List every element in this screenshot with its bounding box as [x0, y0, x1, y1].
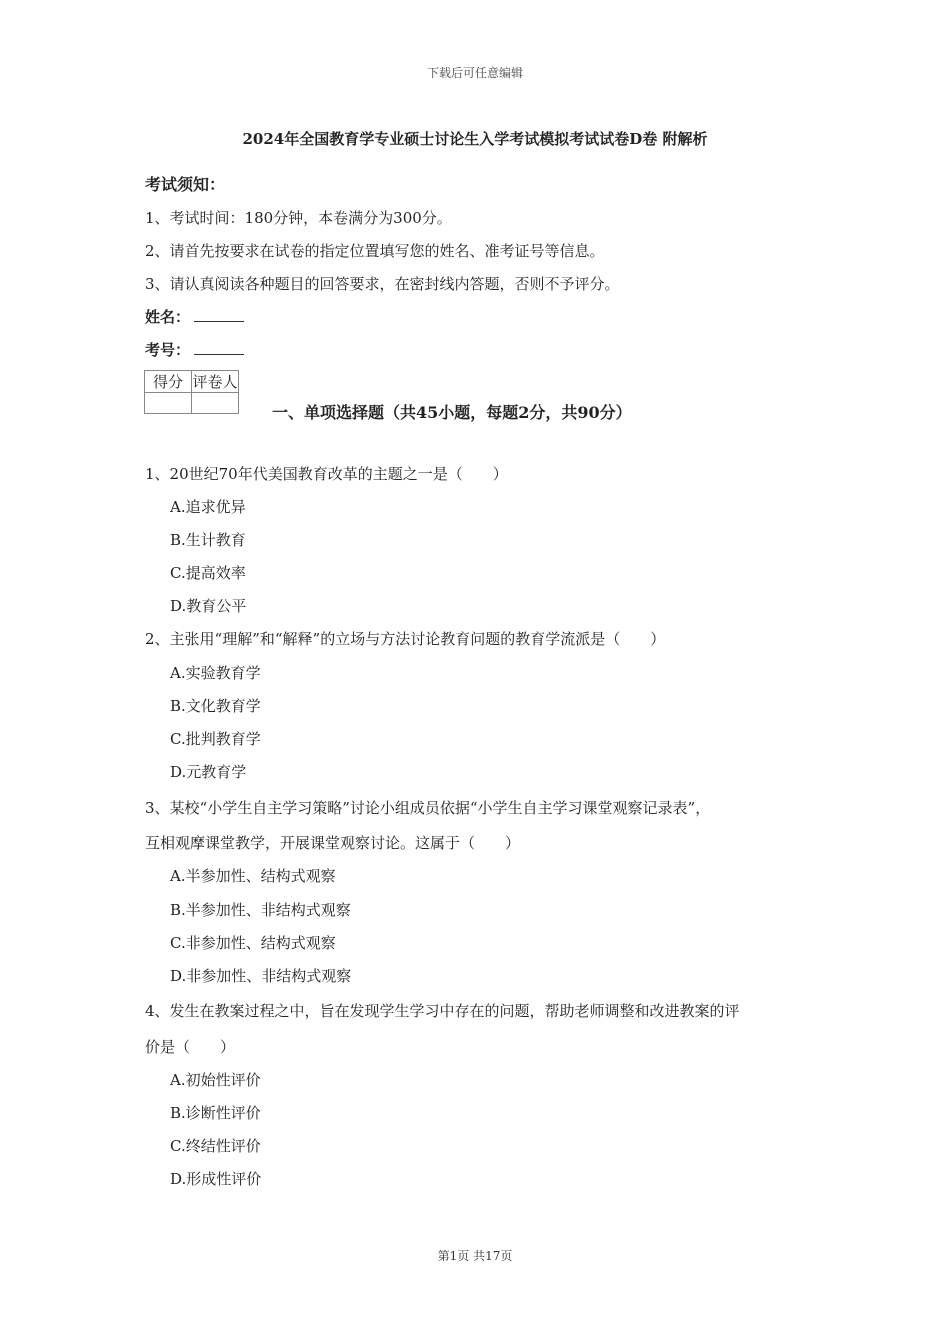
question-2-text: 2、主张用“理解”和“解释”的立场与方法讨论教育问题的教育学流派是（ ） — [145, 630, 666, 648]
question-2-option-a: A.实验教育学 — [170, 664, 261, 682]
notice-item: 3、请认真阅读各种题目的回答要求，在密封线内答题，否则不予评分。 — [145, 275, 620, 293]
notice-item: 1、考试时间：180分钟，本卷满分为300分。 — [145, 209, 452, 227]
question-4-text: 4、发生在教案过程之中，旨在发现学生学习中存在的问题，帮助老师调整和改进教案的评 — [145, 1002, 740, 1020]
name-field — [145, 307, 244, 327]
id-label: 考号： — [145, 341, 191, 359]
section-title: 一、单项选择题（共45小题，每题2分，共90分） — [272, 403, 632, 422]
score-header: 得分 — [145, 371, 192, 393]
question-3-text-cont: 互相观摩课堂教学，开展课堂观察讨论。这属于（ ） — [145, 834, 521, 852]
name-label: 姓名： — [145, 308, 191, 326]
question-4-text-cont: 价是（ ） — [145, 1038, 236, 1056]
question-3-option-d: D.非参加性、非结构式观察 — [170, 967, 352, 985]
question-4-option-a: A.初始性评价 — [170, 1071, 261, 1089]
notice-heading: 考试须知： — [145, 175, 226, 194]
name-blank — [194, 307, 244, 322]
document-title: 2024年全国教育学专业硕士讨论生入学考试模拟考试试卷D卷 附解析 — [242, 130, 708, 148]
grader-header: 评卷人 — [192, 371, 239, 393]
question-1-option-a: A.追求优异 — [170, 498, 246, 516]
question-1-option-d: D.教育公平 — [170, 597, 247, 615]
question-4-option-d: D.形成性评价 — [170, 1170, 262, 1188]
header-note: 下载后可任意编辑 — [426, 66, 523, 80]
question-1-option-c: C.提高效率 — [170, 564, 246, 582]
question-3-option-c: C.非参加性、结构式观察 — [170, 934, 336, 952]
question-1-option-b: B.生计教育 — [170, 531, 246, 549]
question-2-option-d: D.元教育学 — [170, 763, 247, 781]
id-field — [145, 340, 244, 360]
question-3-text: 3、某校“小学生自主学习策略”讨论小组成员依据“小学生自主学习课堂观察记录表”， — [145, 799, 711, 817]
question-4-option-b: B.诊断性评价 — [170, 1104, 261, 1122]
notice-item: 2、请首先按要求在试卷的指定位置填写您的姓名、准考证号等信息。 — [145, 242, 605, 260]
question-2-option-b: B.文化教育学 — [170, 697, 261, 715]
score-cell — [145, 393, 192, 414]
id-blank — [194, 340, 244, 355]
question-1-text: 1、20世纪70年代美国教育改革的主题之一是（ ） — [145, 465, 508, 483]
score-table — [144, 370, 239, 414]
grader-cell — [192, 393, 239, 414]
page-footer: 第1页 共17页 — [437, 1249, 513, 1263]
question-4-option-c: C.终结性评价 — [170, 1137, 261, 1155]
question-3-option-a: A.半参加性、结构式观察 — [170, 867, 336, 885]
question-3-option-b: B.半参加性、非结构式观察 — [170, 901, 351, 919]
question-2-option-c: C.批判教育学 — [170, 730, 261, 748]
